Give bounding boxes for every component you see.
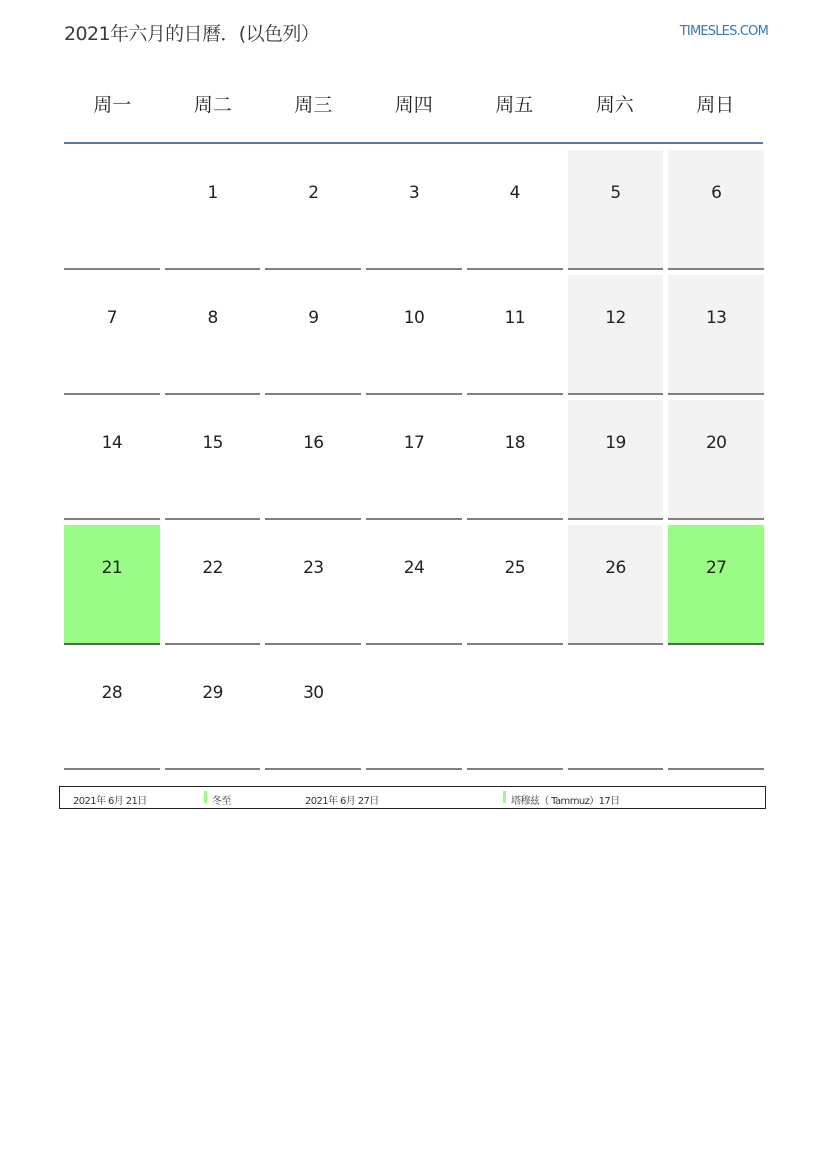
calendar-grid xyxy=(64,150,764,775)
day-cell xyxy=(165,150,261,270)
calendar-week xyxy=(64,650,764,770)
legend-color-marker xyxy=(204,791,207,803)
day-number: 16 xyxy=(303,433,324,453)
legend-event: 冬至 xyxy=(212,796,231,807)
day-number: 11 xyxy=(504,308,525,328)
day-cell xyxy=(668,150,764,270)
day-cell xyxy=(165,275,261,395)
day-cell xyxy=(165,525,261,645)
day-cell xyxy=(568,650,664,770)
day-number: 27 xyxy=(705,558,727,578)
day-cell xyxy=(265,400,361,520)
day-cell xyxy=(366,400,462,520)
day-cell xyxy=(668,650,764,770)
day-number: 22 xyxy=(202,558,223,578)
day-cell xyxy=(265,650,361,770)
day-number: 14 xyxy=(101,433,123,453)
day-number: 1 xyxy=(207,183,218,203)
day-cell xyxy=(265,525,361,645)
header-divider xyxy=(64,142,763,144)
day-cell xyxy=(467,650,563,770)
day-cell-holiday xyxy=(668,525,764,645)
weekday-mon: 周一 xyxy=(93,94,132,116)
day-cell xyxy=(568,275,664,395)
weekday-header-row xyxy=(62,84,766,126)
day-number: 26 xyxy=(605,558,626,578)
day-cell xyxy=(366,525,462,645)
day-number: 17 xyxy=(403,433,425,453)
day-cell xyxy=(265,150,361,270)
day-number: 6 xyxy=(711,183,722,203)
legend-date: 2021年 6月 27日 xyxy=(305,796,379,807)
day-cell xyxy=(467,275,563,395)
day-cell xyxy=(265,275,361,395)
site-link[interactable]: TIMESLES.COM xyxy=(679,24,768,39)
day-number: 24 xyxy=(403,558,425,578)
day-cell xyxy=(568,525,664,645)
day-cell xyxy=(165,400,261,520)
day-number: 21 xyxy=(101,558,123,578)
calendar-week xyxy=(64,150,764,270)
holiday-legend xyxy=(59,786,766,809)
day-cell xyxy=(64,150,160,270)
calendar-week xyxy=(64,400,764,520)
weekday-sun: 周日 xyxy=(696,94,735,116)
day-cell xyxy=(64,650,160,770)
day-number: 2 xyxy=(308,183,319,203)
day-cell xyxy=(467,525,563,645)
day-number: 19 xyxy=(605,433,626,453)
weekday-fri: 周五 xyxy=(495,94,534,116)
calendar-week xyxy=(64,275,764,395)
day-cell xyxy=(64,275,160,395)
page-title: 2021年六月的日曆．(以色列） xyxy=(64,23,320,45)
weekday-wed: 周三 xyxy=(294,94,333,116)
day-number: 4 xyxy=(509,183,520,203)
legend-date: 2021年 6月 21日 xyxy=(73,796,147,807)
day-number: 7 xyxy=(106,308,117,328)
day-cell xyxy=(568,150,664,270)
day-number: 18 xyxy=(504,433,525,453)
day-number: 10 xyxy=(403,308,425,328)
day-number: 25 xyxy=(504,558,525,578)
day-number: 23 xyxy=(303,558,324,578)
day-number: 8 xyxy=(207,308,218,328)
day-cell xyxy=(568,400,664,520)
day-number: 29 xyxy=(202,683,223,703)
weekday-sat: 周六 xyxy=(595,94,634,116)
day-number: 5 xyxy=(610,183,621,203)
day-cell xyxy=(467,150,563,270)
day-number: 12 xyxy=(605,308,626,328)
day-number: 9 xyxy=(308,308,319,328)
day-cell xyxy=(366,150,462,270)
day-cell xyxy=(668,275,764,395)
day-cell xyxy=(467,400,563,520)
weekday-tue: 周二 xyxy=(193,94,232,116)
day-number: 28 xyxy=(101,683,123,703)
day-cell xyxy=(366,650,462,770)
legend-event: 塔穆兹（ Tammuz）17日 xyxy=(511,796,620,807)
day-cell xyxy=(668,400,764,520)
day-cell xyxy=(64,400,160,520)
day-number: 3 xyxy=(408,183,420,203)
day-number: 20 xyxy=(705,433,727,453)
day-number: 30 xyxy=(303,683,324,703)
calendar-week xyxy=(64,525,764,645)
day-cell xyxy=(366,275,462,395)
day-number: 13 xyxy=(705,308,727,328)
day-number: 15 xyxy=(202,433,223,453)
day-cell-holiday xyxy=(64,525,160,645)
legend-color-marker xyxy=(503,791,506,803)
day-cell xyxy=(165,650,261,770)
weekday-thu: 周四 xyxy=(394,94,433,116)
